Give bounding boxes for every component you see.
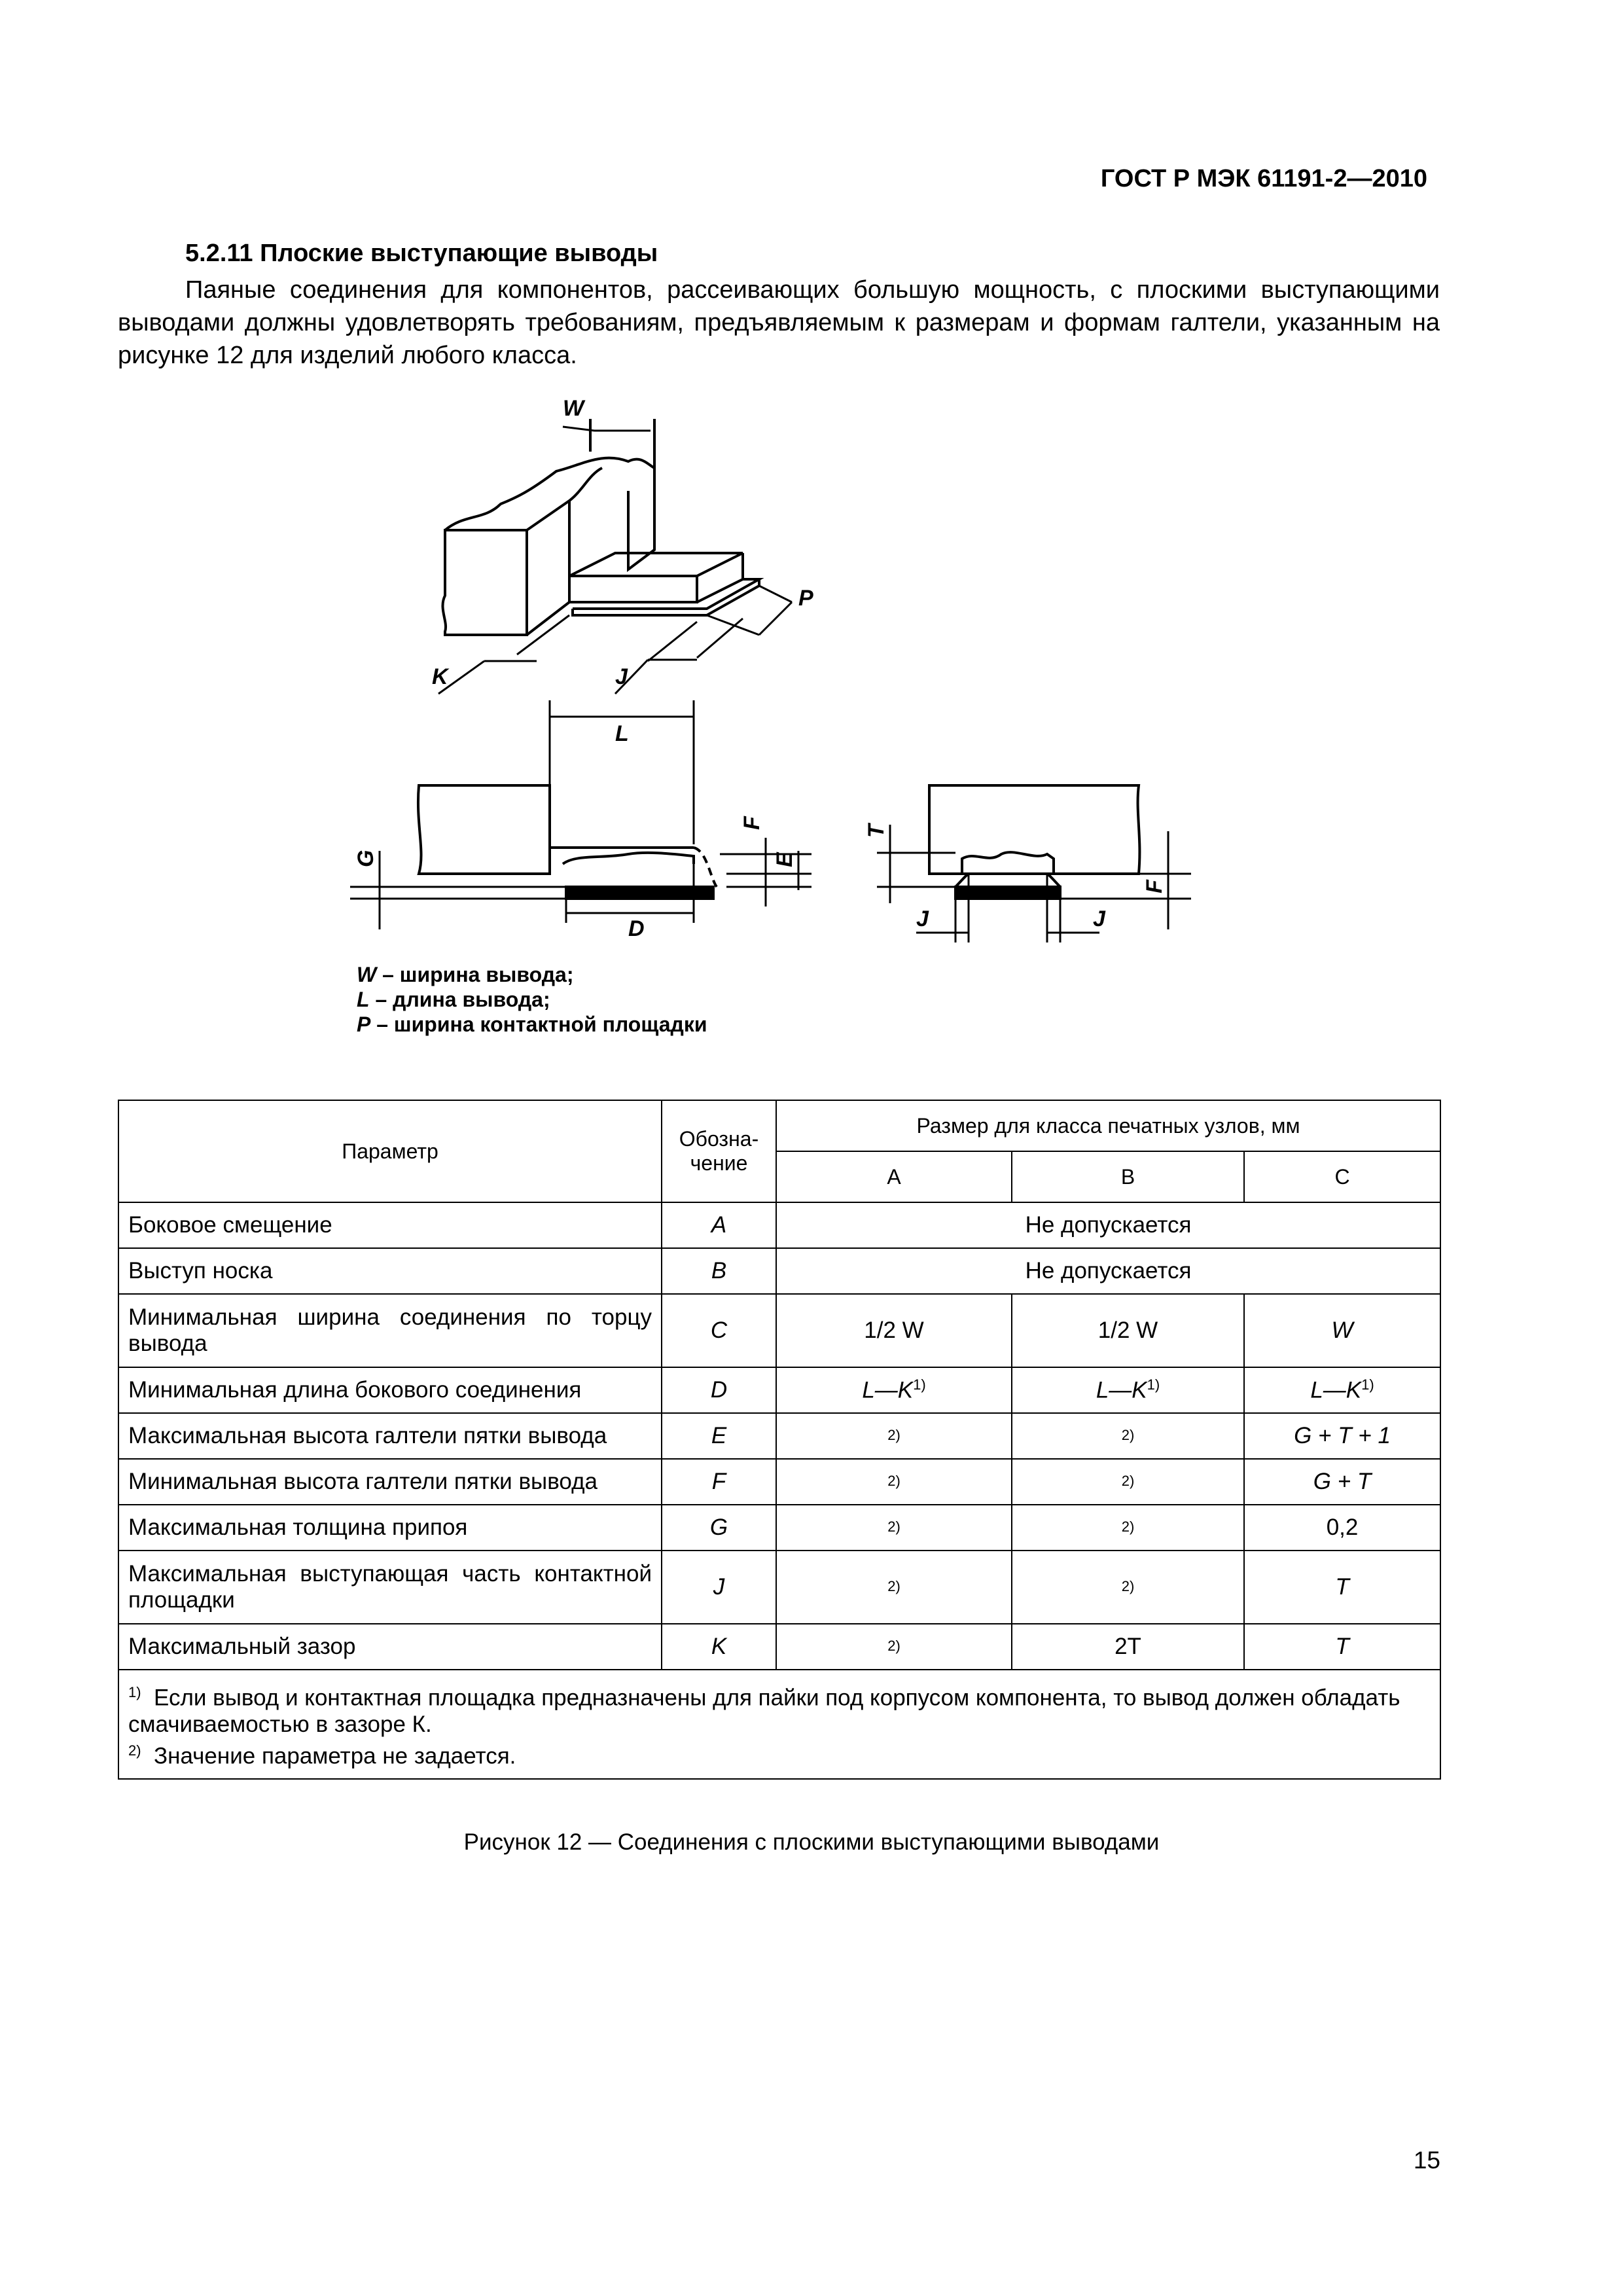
lead-top	[569, 553, 743, 576]
footnote-1: $^{1)}$ Если вывод и контактная площадка предназначены для пайки под корпусом компонента, то вывод должен обладать смачиваемостью в зазоре К.	[128, 1684, 1400, 1737]
label-T: T	[864, 824, 889, 838]
label-P: P	[798, 586, 813, 611]
label-W: W	[563, 396, 584, 421]
label-D: D	[628, 916, 645, 941]
table-row: Минимальная длина бокового соединения D $L—K^{1)}$ $L—K^{1)}$ $L—K^{1)}$	[118, 1367, 1440, 1413]
table-row: Максимальная высота галтели пятки вывода E $^{2)}$ $^{2)}$ G + T + 1	[118, 1413, 1440, 1459]
legend-item: P – ширина контактной площадки	[357, 1013, 707, 1036]
component-body	[442, 530, 527, 635]
col-header-size: Размер для класса печатных узлов, мм	[776, 1100, 1440, 1151]
footnote-2: $^{2)}$ Значение параметра не задается.	[128, 1742, 516, 1769]
col-header-class-a: A	[776, 1151, 1012, 1202]
table-row: Боковое смещение A Не допускается	[118, 1202, 1440, 1248]
col-header-class-c: C	[1244, 1151, 1440, 1202]
label-F-right: F	[1142, 880, 1167, 893]
intro-paragraph: Паяные соединения для компонентов, рассеивающих большую мощность, с плоскими выступающими выводами должны удовлетворять требованиям, предъявляемым к размерам и формам галтели, указанным на рисунке 12 для изделий любого класса.	[118, 276, 1440, 369]
col-header-class-b: B	[1012, 1151, 1244, 1202]
table-row: Выступ носка B Не допускается	[118, 1248, 1440, 1294]
label-F-left: F	[740, 816, 764, 830]
table-row: Минимальная ширина соединения по торцу вывода C 1/2 W 1/2 W W	[118, 1294, 1440, 1367]
label-J-left: J	[916, 906, 929, 931]
section-title: 5.2.11 Плоские выступающие выводы	[185, 240, 658, 267]
label-E: E	[772, 852, 797, 867]
label-K: K	[432, 664, 448, 689]
label-J-right: J	[1093, 906, 1105, 931]
table-row: Максимальная толщина припоя G $^{2)}$ $^{2)}$ 0,2	[118, 1505, 1440, 1551]
drawing-legend	[357, 962, 707, 1037]
legend-item: W – ширина вывода;	[357, 963, 574, 986]
table-row: Максимальная выступающая часть контактной площадки J $^{2)}$ $^{2)}$ T	[118, 1551, 1440, 1624]
document-header: ГОСТ Р МЭК 61191-2—2010	[1100, 165, 1427, 192]
legend-item: L – длина вывода;	[357, 988, 550, 1011]
figure-caption: Рисунок 12 — Соединения с плоскими выступающими выводами	[463, 1829, 1160, 1855]
label-G: G	[353, 850, 378, 867]
table-notes-row	[118, 1670, 1440, 1779]
requirements-table	[118, 1100, 1441, 1780]
table-row: Минимальная высота галтели пятки вывода F $^{2)}$ $^{2)}$ G + T	[118, 1459, 1440, 1505]
table-row: Максимальный зазор K $^{2)}$ 2T T	[118, 1624, 1440, 1670]
side-lead	[563, 853, 694, 864]
label-L: L	[615, 721, 629, 746]
side-body	[418, 785, 550, 874]
col-header-designation: Обозна-чение	[662, 1100, 776, 1202]
col-header-param: Параметр	[118, 1100, 662, 1202]
label-J-top: J	[615, 664, 628, 689]
page-number: 15	[1413, 2147, 1440, 2174]
lead-joint-drawing	[340, 393, 1283, 956]
